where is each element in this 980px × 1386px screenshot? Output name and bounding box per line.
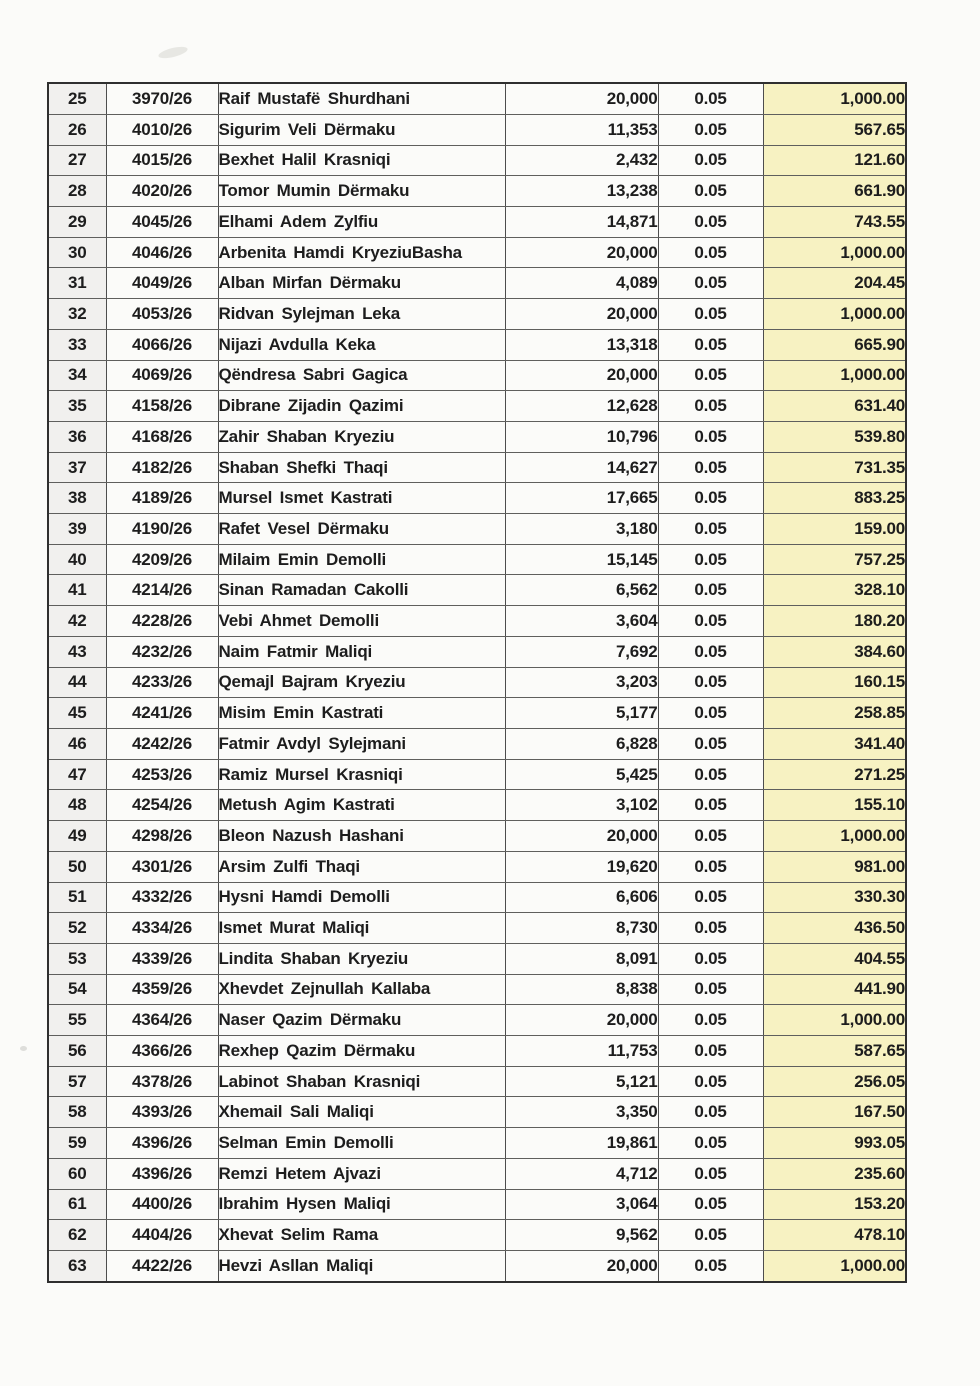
cell-case-ref: 4168/26	[106, 421, 218, 452]
cell-case-ref: 4066/26	[106, 329, 218, 360]
cell-rate: 0.05	[658, 667, 763, 698]
cell-rate: 0.05	[658, 1250, 763, 1282]
cell-case-ref: 4241/26	[106, 698, 218, 729]
cell-case-ref: 4301/26	[106, 851, 218, 882]
cell-row-number: 51	[48, 882, 106, 913]
cell-case-ref: 4046/26	[106, 237, 218, 268]
cell-row-number: 31	[48, 268, 106, 299]
cell-row-number: 58	[48, 1097, 106, 1128]
table-row	[48, 329, 906, 360]
table-row	[48, 575, 906, 606]
cell-payout: 1,000.00	[763, 1005, 906, 1036]
cell-case-ref: 4366/26	[106, 1036, 218, 1067]
cell-payout: 341.40	[763, 728, 906, 759]
cell-name: Rexhep Qazim Dërmaku	[218, 1036, 505, 1067]
cell-payout: 883.25	[763, 483, 906, 514]
cell-name: Selman Emin Demolli	[218, 1128, 505, 1159]
cell-payout: 1,000.00	[763, 83, 906, 114]
cell-row-number: 43	[48, 636, 106, 667]
cell-row-number: 34	[48, 360, 106, 391]
table-row	[48, 636, 906, 667]
cell-rate: 0.05	[658, 452, 763, 483]
table-row	[48, 790, 906, 821]
cell-case-ref: 4400/26	[106, 1189, 218, 1220]
table-row	[48, 237, 906, 268]
cell-rate: 0.05	[658, 759, 763, 790]
cell-rate: 0.05	[658, 728, 763, 759]
table-row	[48, 1128, 906, 1159]
cell-row-number: 50	[48, 851, 106, 882]
table-row	[48, 1158, 906, 1189]
cell-name: Misim Emin Kastrati	[218, 698, 505, 729]
cell-rate: 0.05	[658, 299, 763, 330]
cell-name: Shaban Shefki Thaqi	[218, 452, 505, 483]
cell-amount: 20,000	[505, 360, 658, 391]
cell-rate: 0.05	[658, 268, 763, 299]
cell-name: Xhevdet Zejnullah Kallaba	[218, 974, 505, 1005]
cell-row-number: 52	[48, 913, 106, 944]
cell-amount: 14,627	[505, 452, 658, 483]
cell-amount: 6,606	[505, 882, 658, 913]
cell-amount: 7,692	[505, 636, 658, 667]
cell-amount: 20,000	[505, 83, 658, 114]
cell-amount: 9,562	[505, 1220, 658, 1251]
cell-case-ref: 4182/26	[106, 452, 218, 483]
cell-case-ref: 4214/26	[106, 575, 218, 606]
cell-case-ref: 4053/26	[106, 299, 218, 330]
cell-name: Bexhet Halil Krasniqi	[218, 145, 505, 176]
cell-amount: 3,350	[505, 1097, 658, 1128]
table-row	[48, 1036, 906, 1067]
cell-case-ref: 4049/26	[106, 268, 218, 299]
cell-payout: 631.40	[763, 391, 906, 422]
cell-case-ref: 4298/26	[106, 821, 218, 852]
cell-case-ref: 4339/26	[106, 943, 218, 974]
cell-row-number: 62	[48, 1220, 106, 1251]
cell-rate: 0.05	[658, 145, 763, 176]
cell-name: Ismet Murat Maliqi	[218, 913, 505, 944]
cell-payout: 731.35	[763, 452, 906, 483]
cell-payout: 1,000.00	[763, 821, 906, 852]
cell-name: Hysni Hamdi Demolli	[218, 882, 505, 913]
cell-payout: 204.45	[763, 268, 906, 299]
table-row	[48, 667, 906, 698]
cell-case-ref: 3970/26	[106, 83, 218, 114]
cell-payout: 159.00	[763, 514, 906, 545]
cell-case-ref: 4253/26	[106, 759, 218, 790]
cell-row-number: 42	[48, 606, 106, 637]
cell-amount: 20,000	[505, 1250, 658, 1282]
cell-row-number: 25	[48, 83, 106, 114]
cell-amount: 2,432	[505, 145, 658, 176]
cell-row-number: 38	[48, 483, 106, 514]
cell-rate: 0.05	[658, 329, 763, 360]
cell-amount: 4,089	[505, 268, 658, 299]
cell-amount: 8,730	[505, 913, 658, 944]
table-row	[48, 851, 906, 882]
cell-amount: 13,318	[505, 329, 658, 360]
cell-amount: 3,180	[505, 514, 658, 545]
cell-amount: 19,620	[505, 851, 658, 882]
cell-row-number: 32	[48, 299, 106, 330]
beneficiary-table	[47, 82, 907, 1283]
cell-payout: 478.10	[763, 1220, 906, 1251]
cell-payout: 1,000.00	[763, 360, 906, 391]
cell-name: Vebi Ahmet Demolli	[218, 606, 505, 637]
cell-case-ref: 4378/26	[106, 1066, 218, 1097]
cell-case-ref: 4069/26	[106, 360, 218, 391]
cell-row-number: 39	[48, 514, 106, 545]
cell-name: Raif Mustafë Shurdhani	[218, 83, 505, 114]
cell-payout: 384.60	[763, 636, 906, 667]
cell-name: Qemajl Bajram Kryeziu	[218, 667, 505, 698]
cell-row-number: 35	[48, 391, 106, 422]
table-row	[48, 882, 906, 913]
cell-amount: 11,753	[505, 1036, 658, 1067]
cell-amount: 14,871	[505, 207, 658, 238]
cell-row-number: 60	[48, 1158, 106, 1189]
cell-rate: 0.05	[658, 1066, 763, 1097]
cell-payout: 153.20	[763, 1189, 906, 1220]
cell-payout: 441.90	[763, 974, 906, 1005]
cell-rate: 0.05	[658, 1097, 763, 1128]
table-row	[48, 114, 906, 145]
cell-name: Sigurim Veli Dërmaku	[218, 114, 505, 145]
cell-case-ref: 4233/26	[106, 667, 218, 698]
table-row	[48, 728, 906, 759]
cell-name: Alban Mirfan Dërmaku	[218, 268, 505, 299]
cell-row-number: 54	[48, 974, 106, 1005]
cell-payout: 587.65	[763, 1036, 906, 1067]
cell-row-number: 41	[48, 575, 106, 606]
table-row	[48, 1066, 906, 1097]
cell-row-number: 27	[48, 145, 106, 176]
cell-payout: 180.20	[763, 606, 906, 637]
cell-case-ref: 4254/26	[106, 790, 218, 821]
cell-rate: 0.05	[658, 483, 763, 514]
cell-amount: 15,145	[505, 544, 658, 575]
cell-amount: 5,425	[505, 759, 658, 790]
table-row	[48, 943, 906, 974]
cell-row-number: 63	[48, 1250, 106, 1282]
cell-name: Lindita Shaban Kryeziu	[218, 943, 505, 974]
cell-case-ref: 4364/26	[106, 1005, 218, 1036]
cell-payout: 981.00	[763, 851, 906, 882]
cell-row-number: 47	[48, 759, 106, 790]
cell-row-number: 40	[48, 544, 106, 575]
cell-name: Xhevat Selim Rama	[218, 1220, 505, 1251]
cell-rate: 0.05	[658, 698, 763, 729]
table-row	[48, 698, 906, 729]
cell-row-number: 33	[48, 329, 106, 360]
cell-case-ref: 4404/26	[106, 1220, 218, 1251]
cell-payout: 258.85	[763, 698, 906, 729]
cell-row-number: 49	[48, 821, 106, 852]
cell-payout: 757.25	[763, 544, 906, 575]
cell-case-ref: 4189/26	[106, 483, 218, 514]
cell-case-ref: 4242/26	[106, 728, 218, 759]
cell-amount: 17,665	[505, 483, 658, 514]
table-row	[48, 360, 906, 391]
cell-row-number: 36	[48, 421, 106, 452]
cell-rate: 0.05	[658, 943, 763, 974]
cell-payout: 404.55	[763, 943, 906, 974]
cell-payout: 661.90	[763, 176, 906, 207]
cell-rate: 0.05	[658, 176, 763, 207]
cell-name: Labinot Shaban Krasniqi	[218, 1066, 505, 1097]
cell-rate: 0.05	[658, 606, 763, 637]
cell-name: Remzi Hetem Ajvazi	[218, 1158, 505, 1189]
cell-name: Arbenita Hamdi KryeziuBasha	[218, 237, 505, 268]
cell-payout: 1,000.00	[763, 299, 906, 330]
cell-row-number: 30	[48, 237, 106, 268]
cell-rate: 0.05	[658, 514, 763, 545]
cell-row-number: 55	[48, 1005, 106, 1036]
cell-amount: 19,861	[505, 1128, 658, 1159]
cell-name: Ibrahim Hysen Maliqi	[218, 1189, 505, 1220]
cell-row-number: 46	[48, 728, 106, 759]
cell-rate: 0.05	[658, 544, 763, 575]
table-row	[48, 268, 906, 299]
cell-case-ref: 4359/26	[106, 974, 218, 1005]
cell-row-number: 29	[48, 207, 106, 238]
cell-name: Qëndresa Sabri Gagica	[218, 360, 505, 391]
cell-rate: 0.05	[658, 237, 763, 268]
cell-payout: 1,000.00	[763, 237, 906, 268]
cell-payout: 539.80	[763, 421, 906, 452]
cell-rate: 0.05	[658, 1005, 763, 1036]
cell-case-ref: 4393/26	[106, 1097, 218, 1128]
cell-rate: 0.05	[658, 974, 763, 1005]
cell-rate: 0.05	[658, 421, 763, 452]
cell-payout: 155.10	[763, 790, 906, 821]
cell-case-ref: 4232/26	[106, 636, 218, 667]
cell-amount: 12,628	[505, 391, 658, 422]
table-row	[48, 913, 906, 944]
table-row	[48, 514, 906, 545]
cell-row-number: 53	[48, 943, 106, 974]
cell-name: Naser Qazim Dërmaku	[218, 1005, 505, 1036]
cell-name: Zahir Shaban Kryeziu	[218, 421, 505, 452]
cell-rate: 0.05	[658, 207, 763, 238]
cell-row-number: 44	[48, 667, 106, 698]
cell-rate: 0.05	[658, 851, 763, 882]
table-row	[48, 1189, 906, 1220]
cell-amount: 5,121	[505, 1066, 658, 1097]
cell-amount: 11,353	[505, 114, 658, 145]
table-row	[48, 299, 906, 330]
cell-amount: 3,064	[505, 1189, 658, 1220]
cell-case-ref: 4045/26	[106, 207, 218, 238]
cell-payout: 160.15	[763, 667, 906, 698]
table-row	[48, 759, 906, 790]
cell-rate: 0.05	[658, 821, 763, 852]
cell-payout: 436.50	[763, 913, 906, 944]
table-row	[48, 1097, 906, 1128]
cell-payout: 328.10	[763, 575, 906, 606]
cell-row-number: 26	[48, 114, 106, 145]
cell-amount: 20,000	[505, 821, 658, 852]
table-row	[48, 974, 906, 1005]
cell-case-ref: 4422/26	[106, 1250, 218, 1282]
cell-amount: 8,091	[505, 943, 658, 974]
cell-name: Mursel Ismet Kastrati	[218, 483, 505, 514]
cell-rate: 0.05	[658, 360, 763, 391]
cell-amount: 13,238	[505, 176, 658, 207]
table-row	[48, 452, 906, 483]
cell-name: Tomor Mumin Dërmaku	[218, 176, 505, 207]
cell-name: Milaim Emin Demolli	[218, 544, 505, 575]
cell-name: Hevzi Asllan Maliqi	[218, 1250, 505, 1282]
cell-amount: 3,102	[505, 790, 658, 821]
cell-rate: 0.05	[658, 636, 763, 667]
cell-rate: 0.05	[658, 790, 763, 821]
cell-row-number: 37	[48, 452, 106, 483]
table-row	[48, 176, 906, 207]
cell-payout: 1,000.00	[763, 1250, 906, 1282]
cell-payout: 167.50	[763, 1097, 906, 1128]
cell-rate: 0.05	[658, 882, 763, 913]
cell-amount: 20,000	[505, 299, 658, 330]
cell-rate: 0.05	[658, 83, 763, 114]
cell-payout: 665.90	[763, 329, 906, 360]
cell-rate: 0.05	[658, 391, 763, 422]
cell-rate: 0.05	[658, 114, 763, 145]
cell-case-ref: 4396/26	[106, 1128, 218, 1159]
cell-payout: 121.60	[763, 145, 906, 176]
cell-name: Ridvan Sylejman Leka	[218, 299, 505, 330]
cell-name: Elhami Adem Zylfiu	[218, 207, 505, 238]
cell-amount: 8,838	[505, 974, 658, 1005]
cell-row-number: 61	[48, 1189, 106, 1220]
table-row	[48, 1250, 906, 1282]
cell-name: Dibrane Zijadin Qazimi	[218, 391, 505, 422]
cell-amount: 3,203	[505, 667, 658, 698]
table-body	[48, 83, 906, 1282]
cell-name: Arsim Zulfi Thaqi	[218, 851, 505, 882]
table-row	[48, 821, 906, 852]
table-row	[48, 145, 906, 176]
cell-name: Xhemail Sali Maliqi	[218, 1097, 505, 1128]
cell-amount: 4,712	[505, 1158, 658, 1189]
cell-name: Fatmir Avdyl Sylejmani	[218, 728, 505, 759]
cell-rate: 0.05	[658, 1158, 763, 1189]
cell-rate: 0.05	[658, 1036, 763, 1067]
cell-row-number: 59	[48, 1128, 106, 1159]
cell-row-number: 45	[48, 698, 106, 729]
cell-amount: 10,796	[505, 421, 658, 452]
cell-row-number: 56	[48, 1036, 106, 1067]
cell-amount: 6,828	[505, 728, 658, 759]
cell-row-number: 28	[48, 176, 106, 207]
table-row	[48, 483, 906, 514]
cell-payout: 330.30	[763, 882, 906, 913]
cell-case-ref: 4332/26	[106, 882, 218, 913]
cell-case-ref: 4158/26	[106, 391, 218, 422]
table-row	[48, 421, 906, 452]
cell-rate: 0.05	[658, 913, 763, 944]
scan-speck	[20, 1046, 27, 1051]
cell-case-ref: 4020/26	[106, 176, 218, 207]
cell-amount: 3,604	[505, 606, 658, 637]
table-row	[48, 544, 906, 575]
cell-case-ref: 4396/26	[106, 1158, 218, 1189]
cell-rate: 0.05	[658, 1189, 763, 1220]
cell-amount: 20,000	[505, 1005, 658, 1036]
table-row	[48, 1220, 906, 1251]
cell-name: Nijazi Avdulla Keka	[218, 329, 505, 360]
cell-amount: 5,177	[505, 698, 658, 729]
cell-case-ref: 4228/26	[106, 606, 218, 637]
cell-payout: 235.60	[763, 1158, 906, 1189]
cell-amount: 6,562	[505, 575, 658, 606]
table-row	[48, 207, 906, 238]
cell-payout: 567.65	[763, 114, 906, 145]
cell-payout: 271.25	[763, 759, 906, 790]
cell-payout: 256.05	[763, 1066, 906, 1097]
cell-amount: 20,000	[505, 237, 658, 268]
cell-name: Sinan Ramadan Cakolli	[218, 575, 505, 606]
cell-payout: 993.05	[763, 1128, 906, 1159]
table-row	[48, 1005, 906, 1036]
table-row	[48, 83, 906, 114]
cell-name: Ramiz Mursel Krasniqi	[218, 759, 505, 790]
cell-case-ref: 4334/26	[106, 913, 218, 944]
cell-name: Rafet Vesel Dërmaku	[218, 514, 505, 545]
cell-case-ref: 4015/26	[106, 145, 218, 176]
cell-payout: 743.55	[763, 207, 906, 238]
table-row	[48, 391, 906, 422]
cell-row-number: 57	[48, 1066, 106, 1097]
cell-rate: 0.05	[658, 575, 763, 606]
cell-rate: 0.05	[658, 1128, 763, 1159]
cell-name: Metush Agim Kastrati	[218, 790, 505, 821]
cell-case-ref: 4010/26	[106, 114, 218, 145]
scan-smudge	[157, 45, 188, 61]
cell-case-ref: 4209/26	[106, 544, 218, 575]
cell-name: Bleon Nazush Hashani	[218, 821, 505, 852]
table-row	[48, 606, 906, 637]
cell-name: Naim Fatmir Maliqi	[218, 636, 505, 667]
cell-rate: 0.05	[658, 1220, 763, 1251]
cell-case-ref: 4190/26	[106, 514, 218, 545]
cell-row-number: 48	[48, 790, 106, 821]
